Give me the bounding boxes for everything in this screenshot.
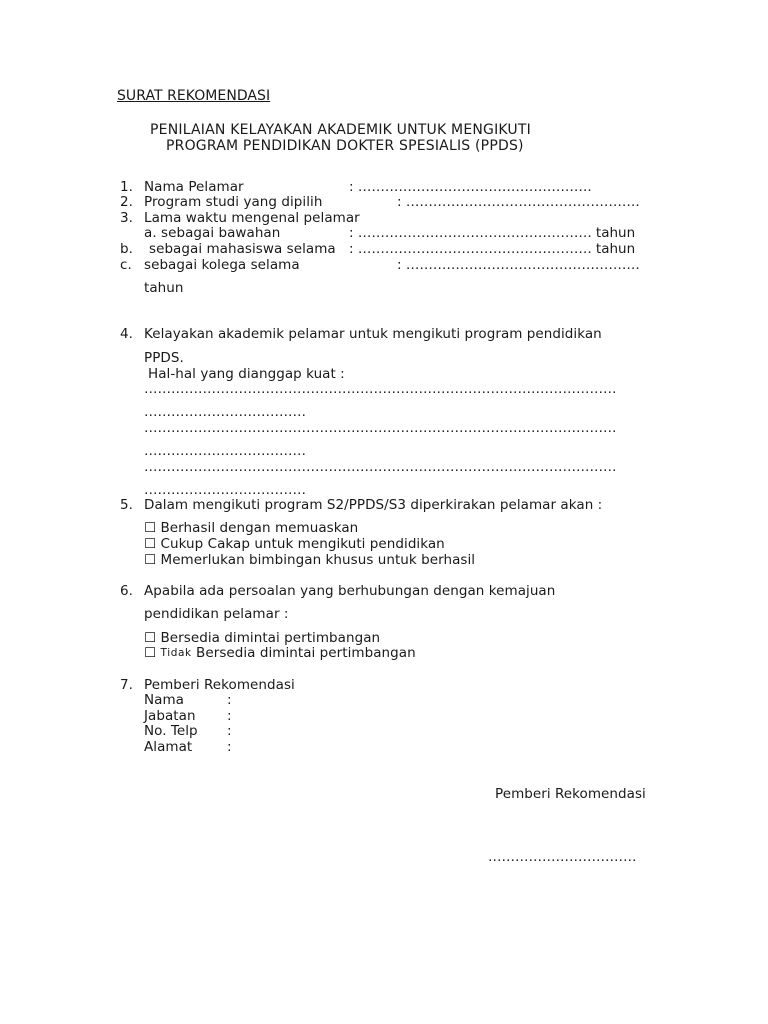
- prediction-question: Dalam mengikuti program S2/PPDS/S3 diperkirakan pelamar akan :: [144, 497, 603, 513]
- recommender-name-colon: :: [227, 692, 232, 708]
- strengths-dotted-line: ………………………………: [144, 443, 306, 459]
- recommender-phone-label: No. Telp: [144, 723, 198, 739]
- strengths-dotted-line: ……………………………………………………………………………………………: [144, 381, 617, 397]
- strengths-dotted-line: ………………………………: [144, 482, 306, 498]
- academic-eligibility-line-1: Kelayakan akademik pelamar untuk mengikuti program pendidikan: [144, 326, 602, 342]
- option-capable-label: Cukup Cakap untuk mengikuti pendidikan: [160, 536, 445, 552]
- option-capable-row[interactable]: [144, 536, 445, 552]
- recommender-title: Pemberi Rekomendasi: [144, 677, 295, 693]
- heading-line-2: PROGRAM PENDIDIKAN DOKTER SPESIALIS (PPDS): [166, 138, 524, 154]
- option-willing-row[interactable]: [144, 630, 380, 646]
- strengths-dotted-line: ……………………………………………………………………………………………: [144, 420, 617, 436]
- acquaintance-duration-label: Lama waktu mengenal pelamar: [144, 210, 360, 226]
- option-willing-label: Bersedia dimintai pertimbangan: [160, 630, 381, 646]
- option-successful-row[interactable]: [144, 520, 358, 536]
- option-needs-guidance-row[interactable]: [144, 552, 475, 568]
- progress-issue-line-2: pendidikan pelamar :: [144, 606, 289, 622]
- checkbox-icon[interactable]: ☐: [144, 645, 157, 661]
- checkbox-icon[interactable]: ☐: [144, 630, 157, 646]
- as-subordinate-label: a. sebagai bawahan: [144, 225, 281, 241]
- recommender-name-label: Nama: [144, 692, 184, 708]
- academic-eligibility-line-2: PPDS.: [144, 350, 184, 366]
- heading-line-1: PENILAIAN KELAYAKAN AKADEMIK UNTUK MENGIKUTI: [150, 122, 531, 138]
- item-number-5: 5.: [120, 497, 133, 513]
- option-not-willing-row[interactable]: [144, 645, 416, 662]
- as-colleague-field: : …………………………………………….: [397, 257, 640, 273]
- recommender-position-colon: :: [227, 708, 232, 724]
- item-letter-c: c.: [120, 257, 132, 273]
- strengths-dotted-line: ………………………………: [144, 404, 306, 420]
- recommender-address-label: Alamat: [144, 739, 193, 755]
- recommender-position-label: Jabatan: [144, 708, 196, 724]
- as-student-label: sebagai mahasiswa selama: [149, 241, 336, 257]
- recommender-phone-colon: :: [227, 723, 232, 739]
- option-successful-label: Berhasil dengan memuaskan: [160, 520, 359, 536]
- item-number-1: 1.: [120, 179, 133, 195]
- strengths-label: Hal-hal yang dianggap kuat :: [148, 366, 345, 382]
- checkbox-icon[interactable]: ☐: [144, 552, 157, 568]
- checkbox-icon[interactable]: ☐: [144, 536, 157, 552]
- as-subordinate-field: : ……………………………………………. tahun: [349, 225, 636, 241]
- item-number-2: 2.: [120, 194, 133, 210]
- item-letter-b: b.: [120, 241, 133, 257]
- checkbox-icon[interactable]: ☐: [144, 520, 157, 536]
- signature-dotted-line: ……………………………: [488, 849, 637, 865]
- item-number-3: 3.: [120, 210, 133, 226]
- progress-issue-line-1: Apabila ada persoalan yang berhubungan dengan kemajuan: [144, 583, 556, 599]
- as-student-field: : ……………………………………………. tahun: [349, 241, 636, 257]
- item-number-4: 4.: [120, 326, 133, 342]
- item-number-6: 6.: [120, 583, 133, 599]
- recommender-address-colon: :: [227, 739, 232, 755]
- as-colleague-label: sebagai kolega selama: [144, 257, 300, 273]
- option-not-willing-label: Bersedia dimintai pertimbangan: [196, 645, 416, 661]
- years-unit: tahun: [144, 280, 184, 296]
- study-program-label: Program studi yang dipilih: [144, 194, 323, 210]
- applicant-name-field: : …………………………………………….: [349, 179, 592, 195]
- applicant-name-label: Nama Pelamar: [144, 179, 244, 195]
- document-title: SURAT REKOMENDASI: [117, 88, 271, 104]
- strengths-dotted-line: ……………………………………………………………………………………………: [144, 459, 617, 475]
- item-number-7: 7.: [120, 677, 133, 693]
- study-program-field: : …………………………………………….: [397, 194, 640, 210]
- not-prefix: Tidak: [160, 647, 192, 659]
- option-needs-guidance-label: Memerlukan bimbingan khusus untuk berhasil: [160, 552, 476, 568]
- signature-label: Pemberi Rekomendasi: [495, 786, 646, 802]
